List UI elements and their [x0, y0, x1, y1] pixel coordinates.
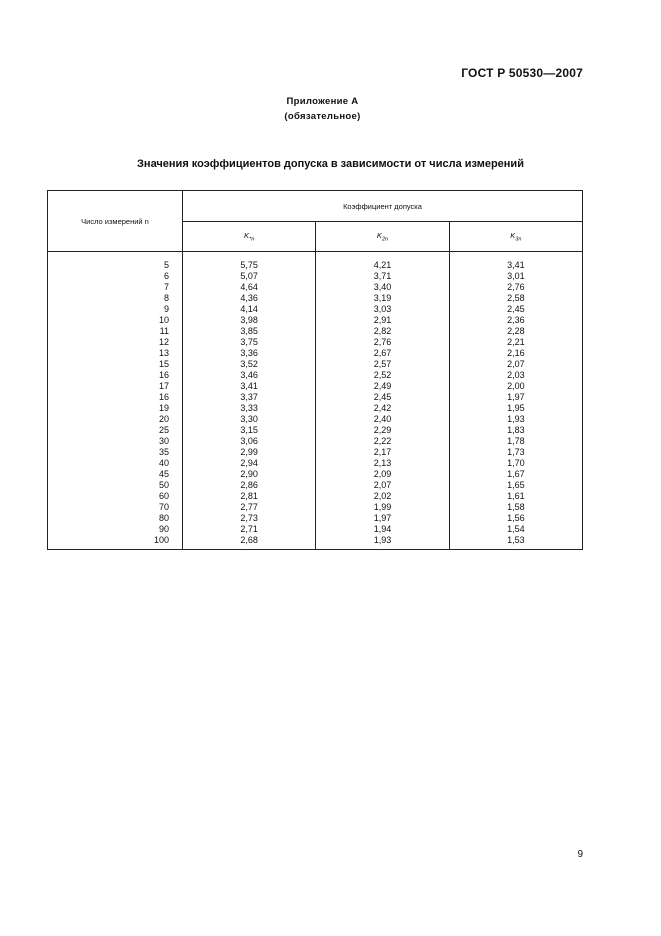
k1-value: 4,64: [183, 282, 316, 293]
k1-value: 2,99: [183, 447, 316, 458]
measurements-count: 7: [48, 282, 183, 293]
measurements-count: 16: [48, 392, 183, 403]
k3-value: 2,21: [449, 337, 582, 348]
k3-value: 2,16: [449, 348, 582, 359]
k3-value: 2,07: [449, 359, 582, 370]
k1-value: 2,90: [183, 469, 316, 480]
k3-value: 1,83: [449, 425, 582, 436]
k1-letter: K: [244, 230, 250, 240]
k2-value: 1,99: [316, 502, 449, 513]
table-row: [48, 392, 583, 403]
k3-value: 1,58: [449, 502, 582, 513]
column-header-k3: [449, 222, 582, 252]
k1-value: 3,98: [183, 315, 316, 326]
measurements-count: 60: [48, 491, 183, 502]
k2-value: 2,67: [316, 348, 449, 359]
measurements-count: 19: [48, 403, 183, 414]
k2-value: 2,82: [316, 326, 449, 337]
table-row: [48, 348, 583, 359]
k3-letter: K: [510, 230, 516, 240]
table-row: [48, 304, 583, 315]
measurements-count: 90: [48, 524, 183, 535]
k2-value: 1,97: [316, 513, 449, 524]
table-body: [48, 252, 583, 550]
k2-value: 2,07: [316, 480, 449, 491]
k1-value: 5,75: [183, 252, 316, 272]
k1-value: 3,75: [183, 337, 316, 348]
k3-value: 1,70: [449, 458, 582, 469]
k3-value: 2,76: [449, 282, 582, 293]
table-row: [48, 293, 583, 304]
table-row: [48, 370, 583, 381]
table-row: [48, 436, 583, 447]
k3-value: 1,65: [449, 480, 582, 491]
appendix-title: Приложение А: [286, 96, 359, 107]
table-row: [48, 337, 583, 348]
k1-value: 3,15: [183, 425, 316, 436]
table-row: [48, 480, 583, 491]
measurements-count: 13: [48, 348, 183, 359]
appendix-heading: [0, 94, 661, 124]
k3-value: 1,56: [449, 513, 582, 524]
appendix-status: (обязательное): [284, 111, 361, 122]
k1-value: 4,14: [183, 304, 316, 315]
table-title: Значения коэффициентов допуска в зависимости от числа измерений: [137, 158, 524, 170]
measurements-count: 15: [48, 359, 183, 370]
k2-value: 2,13: [316, 458, 449, 469]
k2-value: 2,76: [316, 337, 449, 348]
measurements-count: 11: [48, 326, 183, 337]
k2-value: 2,09: [316, 469, 449, 480]
table-row: [48, 282, 583, 293]
measurements-count: 20: [48, 414, 183, 425]
k2-subscript: 2n: [381, 236, 389, 243]
k3-value: 1,61: [449, 491, 582, 502]
k3-value: 1,78: [449, 436, 582, 447]
k3-value: 2,45: [449, 304, 582, 315]
k2-value: 2,17: [316, 447, 449, 458]
k2-value: 2,91: [316, 315, 449, 326]
measurements-count: 10: [48, 315, 183, 326]
column-group-header: Коэффициент допуска: [183, 191, 583, 222]
k2-value: 2,52: [316, 370, 449, 381]
table-row: [48, 252, 583, 272]
k3-value: 1,95: [449, 403, 582, 414]
k3-value: 2,28: [449, 326, 582, 337]
tolerance-coefficient-table: [47, 190, 583, 550]
table-row: [48, 414, 583, 425]
table-row: [48, 535, 583, 550]
column-header-k2: [316, 222, 449, 252]
column-header-measurements: Число измерений n: [48, 191, 183, 252]
k1-value: 2,77: [183, 502, 316, 513]
k1-value: 3,85: [183, 326, 316, 337]
k2-value: 2,45: [316, 392, 449, 403]
table-row: [48, 315, 583, 326]
table-row: [48, 524, 583, 535]
k3-value: 1,54: [449, 524, 582, 535]
k2-value: 2,02: [316, 491, 449, 502]
table-row: [48, 381, 583, 392]
k1-value: 2,68: [183, 535, 316, 550]
k2-value: 3,19: [316, 293, 449, 304]
measurements-count: 70: [48, 502, 183, 513]
k1-value: 2,71: [183, 524, 316, 535]
measurements-count: 80: [48, 513, 183, 524]
measurements-count: 35: [48, 447, 183, 458]
table-row: [48, 447, 583, 458]
k1-value: 3,52: [183, 359, 316, 370]
measurements-count: 25: [48, 425, 183, 436]
k1-value: 3,36: [183, 348, 316, 359]
k2-value: 2,57: [316, 359, 449, 370]
standard-number: ГОСТ Р 50530—2007: [461, 66, 583, 80]
k3-value: 1,73: [449, 447, 582, 458]
table-row: [48, 326, 583, 337]
k3-subscript: 3n: [515, 236, 522, 243]
k1-value: 3,41: [183, 381, 316, 392]
k3-value: 1,93: [449, 414, 582, 425]
table-row: [48, 491, 583, 502]
k1-value: 3,46: [183, 370, 316, 381]
k2-value: 3,40: [316, 282, 449, 293]
measurements-count: 100: [48, 535, 183, 550]
page-number: 9: [577, 849, 583, 860]
k3-value: 3,41: [449, 252, 582, 272]
measurements-count: 9: [48, 304, 183, 315]
measurements-count: 50: [48, 480, 183, 491]
k2-value: 2,29: [316, 425, 449, 436]
k2-value: 2,42: [316, 403, 449, 414]
k2-value: 1,93: [316, 535, 449, 550]
k3-value: 2,00: [449, 381, 582, 392]
k1-value: 5,07: [183, 271, 316, 282]
k1-subscript: *n: [249, 236, 255, 243]
k2-value: 4,21: [316, 252, 449, 272]
k2-value: 2,49: [316, 381, 449, 392]
table-row: [48, 469, 583, 480]
k2-value: 3,71: [316, 271, 449, 282]
measurements-count: 17: [48, 381, 183, 392]
k2-value: 2,40: [316, 414, 449, 425]
table-row: [48, 458, 583, 469]
k3-value: 2,58: [449, 293, 582, 304]
measurements-count: 5: [48, 252, 183, 272]
measurements-count: 40: [48, 458, 183, 469]
k1-value: 3,33: [183, 403, 316, 414]
measurements-count: 45: [48, 469, 183, 480]
k2-value: 3,03: [316, 304, 449, 315]
k1-value: 3,30: [183, 414, 316, 425]
k3-value: 1,97: [449, 392, 582, 403]
table-row: [48, 271, 583, 282]
k1-value: 2,86: [183, 480, 316, 491]
measurements-count: 30: [48, 436, 183, 447]
k3-value: 2,36: [449, 315, 582, 326]
k1-value: 2,81: [183, 491, 316, 502]
k3-value: 3,01: [449, 271, 582, 282]
k3-value: 1,53: [449, 535, 582, 550]
k2-value: 1,94: [316, 524, 449, 535]
measurements-count: 16: [48, 370, 183, 381]
column-header-k1: [183, 222, 316, 252]
k2-value: 2,22: [316, 436, 449, 447]
table-row: [48, 502, 583, 513]
k1-value: 2,73: [183, 513, 316, 524]
table-row: [48, 425, 583, 436]
k3-value: 2,03: [449, 370, 582, 381]
k2-letter: K: [376, 230, 382, 240]
table-row: [48, 513, 583, 524]
k1-value: 2,94: [183, 458, 316, 469]
table-row: [48, 403, 583, 414]
table-row: [48, 359, 583, 370]
k1-value: 3,37: [183, 392, 316, 403]
k1-value: 4,36: [183, 293, 316, 304]
measurements-count: 12: [48, 337, 183, 348]
k3-value: 1,67: [449, 469, 582, 480]
k1-value: 3,06: [183, 436, 316, 447]
measurements-count: 6: [48, 271, 183, 282]
measurements-count: 8: [48, 293, 183, 304]
